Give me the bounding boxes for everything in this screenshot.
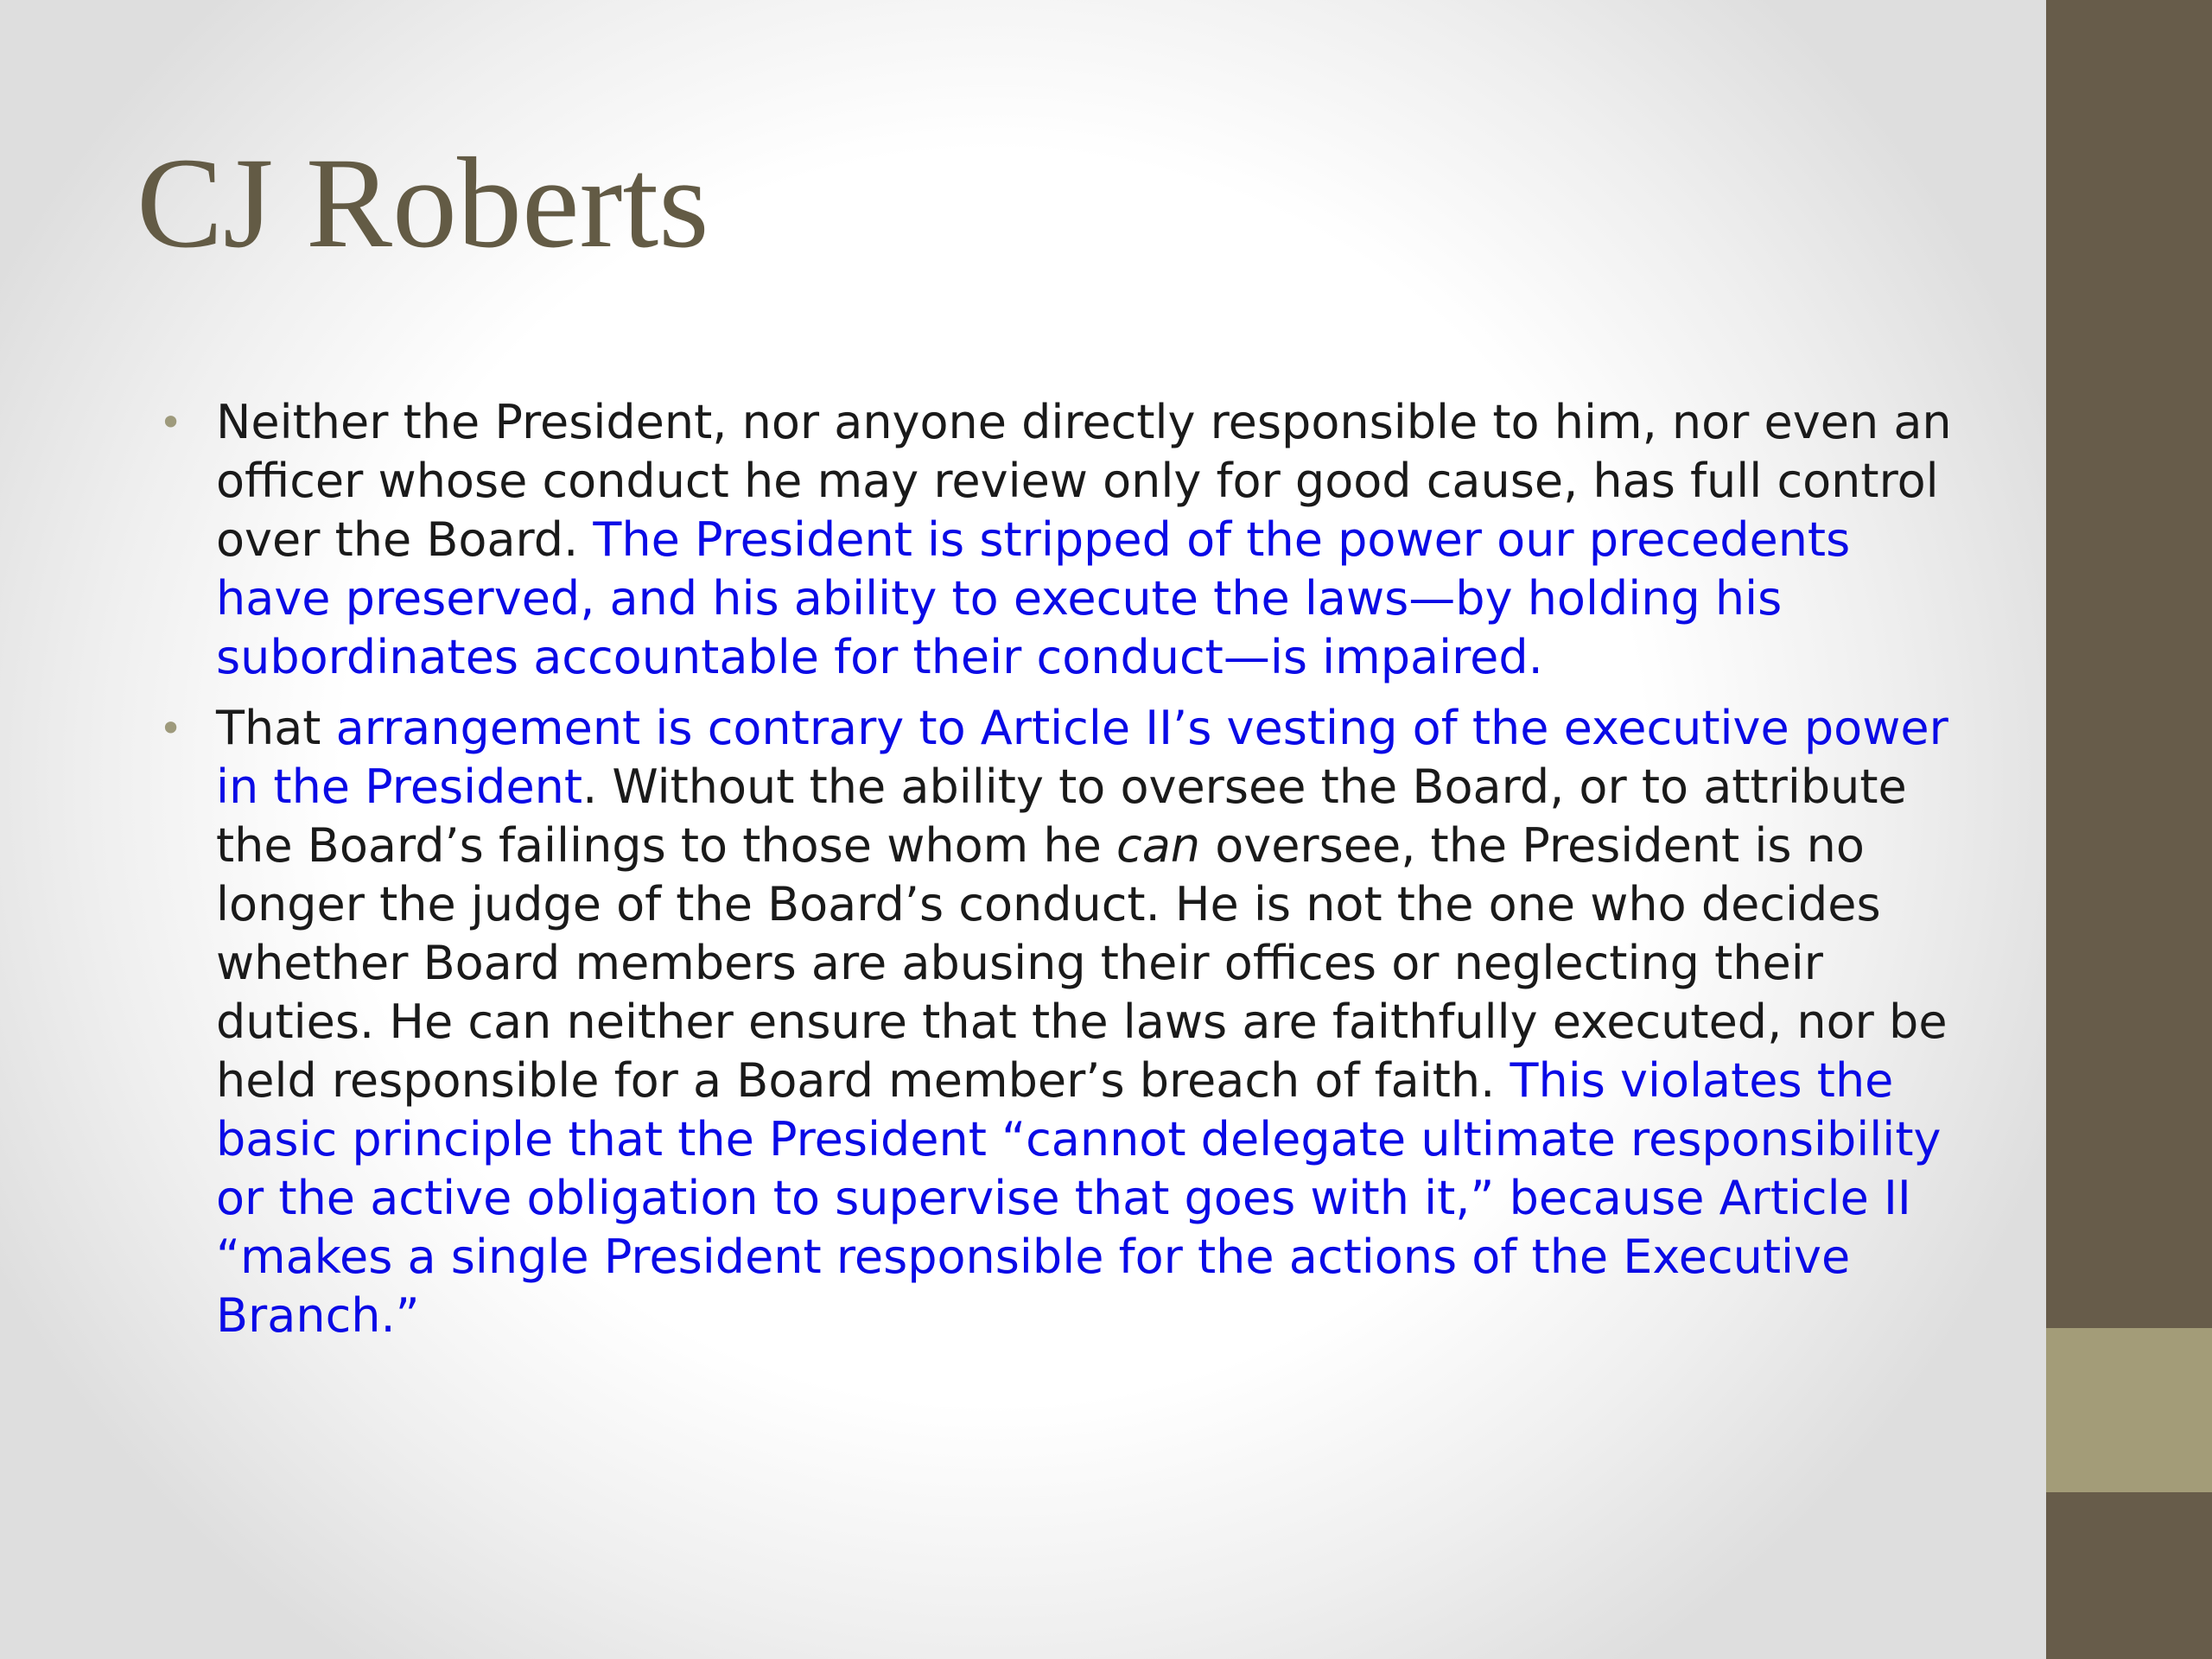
text-normal: That: [216, 701, 336, 755]
bullet-text: [216, 395, 1952, 684]
bullet-item: [159, 393, 1953, 687]
text-highlight: arrangement is contrary to Article II’s vesting of the executive power in the President: [216, 701, 1948, 814]
side-accent-block: [2046, 1328, 2212, 1492]
text-italic: can: [1116, 818, 1201, 873]
text-normal: Neither the President, nor anyone directly responsible to him, nor even an officer whose conduct he may review only for good cause, has full control over the Board.: [216, 395, 1952, 567]
slide-title: CJ Roberts: [137, 131, 709, 275]
bullet-list: [159, 393, 1953, 1357]
text-highlight: The President is stripped of the power our precedents have preserved, and his ability to execute the laws—by holding his subordinates accountable for their conduct—is impaired.: [216, 512, 1851, 684]
bullet-item: [159, 699, 1953, 1345]
bullet-text: [216, 701, 1948, 1343]
bullet-marker: •: [159, 705, 183, 752]
bullet-marker: •: [159, 399, 183, 446]
text-highlight: This violates the basic principle that the President “cannot delegate ultimate responsibility or the active obligation to supervise that goes with it,” because Article II “makes a single President responsible for the actions of the Executive Branch.”: [216, 1053, 1942, 1343]
text-normal: oversee, the President is no longer the judge of the Board’s conduct. He is not the one who decides whether Board members are abusing their offices or neglecting their duties. He can neither ensure that the laws are faithfully executed, nor be held responsible for a Board member’s breach of faith.: [216, 818, 1948, 1108]
text-normal: . Without the ability to oversee the Board, or to attribute the Board’s failings to those whom he: [216, 760, 1907, 873]
